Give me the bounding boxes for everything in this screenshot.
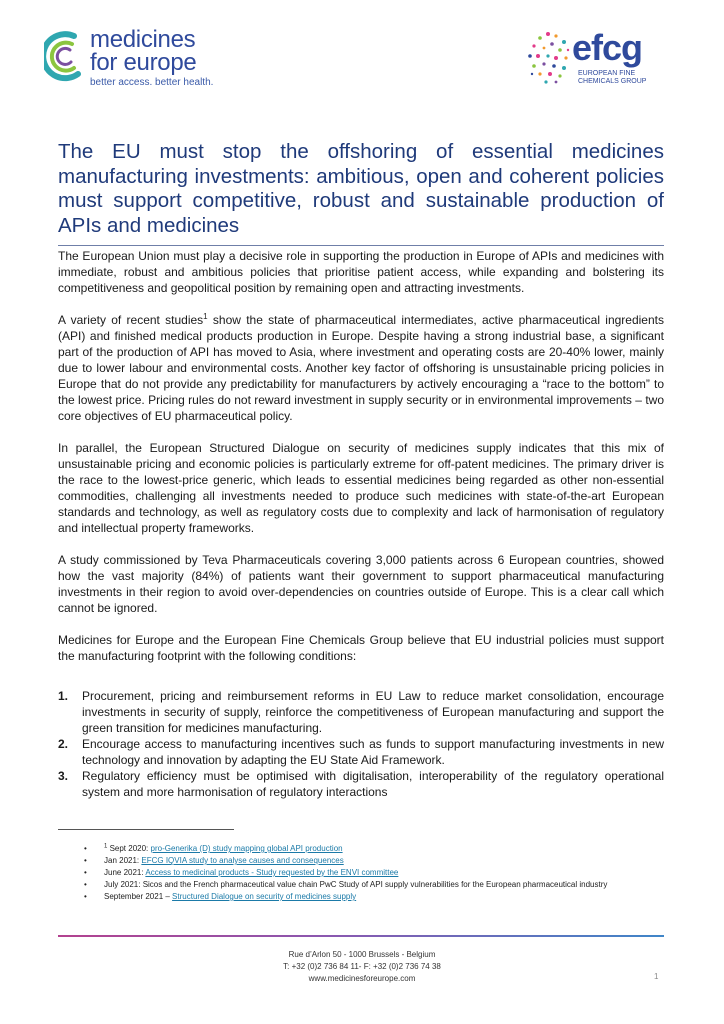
dotted-globe-icon bbox=[526, 28, 574, 88]
logo-wordmark-line1: medicines bbox=[90, 26, 196, 53]
footer-phone: T: +32 (0)2 736 84 11- F: +32 (0)2 736 74 38 bbox=[283, 962, 441, 971]
paragraph-studies: A variety of recent studies$^1$ show the state of pharmaceutical intermediates, active pharmaceutical ingredients (API) and finished medical products production in Europe. Despite having a strong industrial base, a significant part of the production of API has moved to Asia, where investment and operating costs are 20-40% lower, mainly due to lower labour and environmental costs. Another key factor of offshoring is unsustainable pricing policies in Europe that do not provide any predictability for manufacturers by actively encouraging a “race to the bottom” to the lowest price. Pricing rules do not reward investment in supply security or in environmental improvements – two core objectives of EU pharmaceutical policy. bbox=[58, 312, 664, 423]
efcg-subtitle-line2: CHEMICALS GROUP bbox=[578, 78, 647, 85]
logo-tagline: better access. better health. bbox=[90, 77, 214, 88]
list-text: Regulatory efficiency must be optimised with digitalisation, interoperability of the regulatory operational system and more harmonisation of regulatory interactions bbox=[82, 769, 664, 799]
page-number: 1 bbox=[654, 972, 659, 981]
efcg-subtitle-line1: EUROPEAN FINE bbox=[578, 70, 636, 77]
document-body bbox=[58, 248, 664, 680]
logo-wordmark-line2: for europe bbox=[90, 49, 197, 76]
efcg-logo bbox=[526, 28, 686, 90]
footnotes-list bbox=[84, 843, 684, 903]
list-item bbox=[58, 736, 664, 768]
list-number: 1. bbox=[58, 689, 69, 703]
list-text: Procurement, pricing and reimbursement reforms in EU Law to reduce market consolidation, encourage investments in security of supply, reinforce the competitiveness of European manufacturing and support the green transition for medicines manufacturing. bbox=[82, 689, 664, 735]
footer-address: Rue d’Arlon 50 - 1000 Brussels - Belgium bbox=[288, 950, 436, 959]
list-text: Encourage access to manufacturing incentives such as funds to support manufacturing investments in new technology and innovation by adapting the EU State Aid Framework. bbox=[82, 737, 664, 767]
footer-website[interactable]: www.medicinesforeurope.com bbox=[308, 974, 416, 983]
footnote-link[interactable]: pro-Generika (D) study mapping global API production bbox=[150, 844, 343, 853]
medicines-for-europe-logo bbox=[44, 28, 224, 86]
footnote-item: • $^1$ Sept 2020: pro-Generika (D) study mapping global API production bbox=[84, 843, 343, 853]
footnote-item: • July 2021: Sicos and the French pharmaceutical value chain PwC Study of API supply vulnerabilities for the European pharmaceutical industry bbox=[84, 880, 608, 889]
footnote-item: • Jan 2021: EFCG IQVIA study to analyse causes and consequences bbox=[84, 856, 344, 865]
efcg-wordmark: efcg bbox=[572, 27, 643, 68]
paragraph-teva-study: A study commissioned by Teva Pharmaceuticals covering 3,000 patients across 6 European countries, showed how the vast majority (84%) of patients want their government to support pharmaceutical manufacturing investments in their region to avoid over-dependencies on countries outside of Europe. This is a clear call which cannot be ignored. bbox=[58, 553, 664, 615]
document-title: The EU must stop the offshoring of essential medicines manufacturing investments: ambitious, open and coherent policies must support competitive, robust and sustainable production of APIs and medicines bbox=[58, 140, 664, 237]
footnote-link[interactable]: Structured Dialogue on security of medicines supply bbox=[172, 892, 357, 901]
footer bbox=[0, 949, 724, 985]
conditions-list bbox=[58, 688, 664, 800]
paragraph-conditions-intro: Medicines for Europe and the European Fine Chemicals Group believe that EU industrial policies must support the manufacturing footprint with the following conditions: bbox=[58, 633, 664, 663]
list-number: 2. bbox=[58, 737, 69, 751]
list-item bbox=[58, 768, 664, 800]
footnote-link[interactable]: EFCG IQVIA study to analyse causes and consequences bbox=[141, 856, 344, 865]
paragraph-structured-dialogue: In parallel, the European Structured Dialogue on security of medicines supply indicates that this mix of unsustainable pricing and economic policies is particularly extreme for off-patent medicines. The primary driver is the race to the lowest-price generic, which leads to essential medicines being regarded as other non-essential commodities, challenging all investments needed to produce such medicines with state-of-the-art European standards and technology, as well as regulatory costs due to complexity and lack of harmonisation of regulatory and intellectual property frameworks. bbox=[58, 441, 664, 535]
footnote-ref-1: 1 bbox=[203, 312, 208, 321]
list-item bbox=[58, 688, 664, 736]
paragraph-intro: The European Union must play a decisive role in supporting the production in Europe of APIs and medicines with immediate, robust and ambitious policies that prioritise patient access, while expanding and bolstering its competitiveness and geopolitical position by remaining open and attracting investments. bbox=[58, 249, 664, 295]
footer-gradient-bar bbox=[58, 935, 664, 937]
footnote-item: • September 2021 – Structured Dialogue on security of medicines supply bbox=[84, 892, 357, 901]
title-underline bbox=[58, 245, 664, 246]
logo-swirl-icon bbox=[44, 30, 84, 82]
footnote-item: • June 2021: Access to medicinal products - Study requested by the ENVI committee bbox=[84, 868, 399, 877]
list-number: 3. bbox=[58, 769, 69, 783]
footnote-separator bbox=[58, 829, 234, 830]
footnote-link[interactable]: Access to medicinal products - Study requested by the ENVI committee bbox=[145, 868, 399, 877]
